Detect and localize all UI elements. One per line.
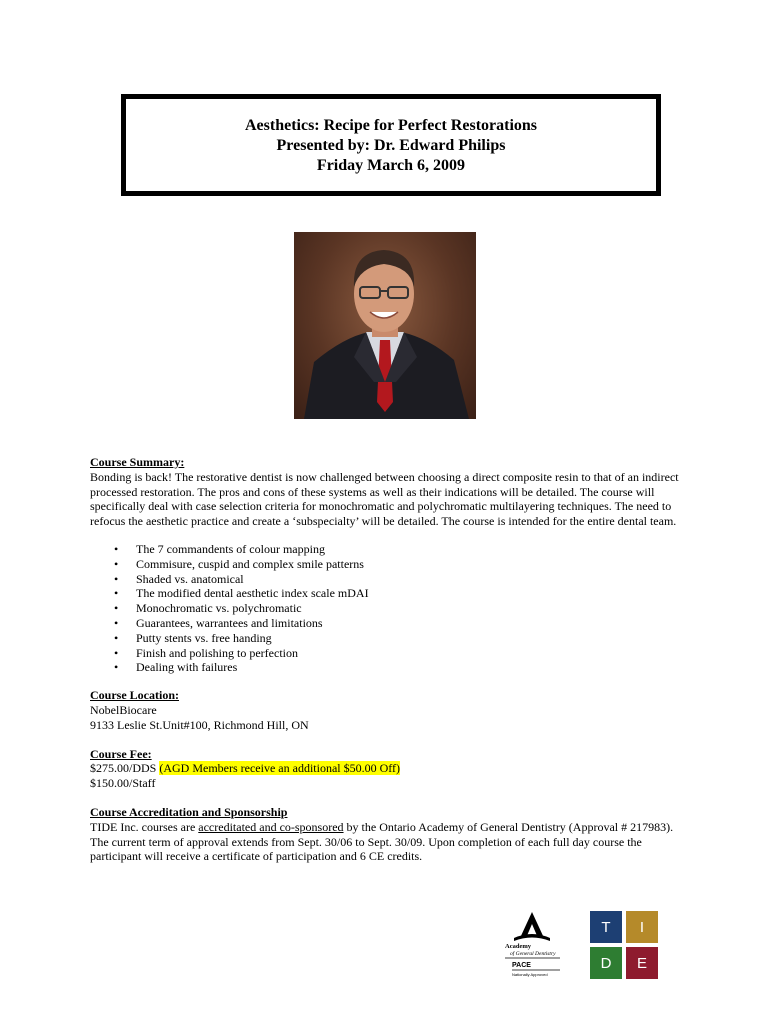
course-title: Aesthetics: Recipe for Perfect Restorations [244,117,538,134]
presenter-portrait-image [294,232,476,419]
topic-list [90,542,680,675]
list-item: • Dealing with failures [90,660,680,675]
agd-pace-logo [500,910,566,980]
list-item: • Commisure, cuspid and complex smile patterns [90,557,680,572]
course-date: Friday March 6, 2009 [316,157,466,174]
agd-a-icon [500,910,566,980]
agd-line2: of General Dentistry [510,951,556,957]
tide-letter-t: T [590,911,622,943]
fee-dds-line [90,761,680,776]
list-item: • Finish and polishing to perfection [90,646,680,661]
accreditation-underlined: accreditated and co-sponsored [198,819,344,834]
course-content [90,455,680,864]
agd-line1: Academy [505,943,531,950]
list-item: • The modified dental aesthetic index scale mDAI [90,586,680,601]
accreditation-text-start: TIDE Inc. courses are [90,819,199,834]
accreditation-heading: Course Accreditation and Sponsorship [90,804,288,819]
presenter: Presented by: Dr. Edward Philips [276,137,506,154]
fee-dds: $275.00/DDS [90,761,157,776]
list-item: • Guarantees, warrantees and limitations [90,616,680,631]
agd-approved: Nationally Approved [512,972,548,977]
summary-text: Bonding is back! The restorative dentist is now challenged between choosing a direct composite resin to that of an indirect processed restoration. The pros and cons of these systems as well as their indications will be detailed. The course will specifically deal with case selection criteria for monochromatic and polychromatic multilayering techniques. The need to refocus the aesthetic practice and create a ‘subspecialty’ will be detailed. The course is intended for the entire dental team. [90,469,679,529]
agd-discount-note: (AGD Members receive an additional $50.00 Off) [159,761,401,776]
summary-heading: Course Summary: [90,455,185,469]
tide-letter-i: I [626,911,658,943]
location-heading: Course Location: [90,688,179,703]
title-box [121,94,661,196]
tide-letter-d: D [590,947,622,979]
tide-letter-e: E [626,947,658,979]
list-item: • Shaded vs. anatomical [90,572,680,587]
accreditation-text-end: by the Ontario Academy of General Dentistry (Approval # 217983). The current term of approval extends from Sept. 30/06 to Sept. 30/09. Upon completion of each full day course the participant will receive a certificate of participation and 6 CE credits. [90,819,674,864]
tide-logo [590,911,658,979]
list-item: • The 7 commandents of colour mapping [90,542,680,557]
fee-heading: Course Fee: [90,746,152,761]
fee-staff: $150.00/Staff [90,776,156,791]
location-address: 9133 Leslie St.Unit#100, Richmond Hill, ON [90,717,309,732]
list-item: • Monochromatic vs. polychromatic [90,601,680,616]
agd-pace: PACE [512,962,531,969]
location-name: NobelBiocare [90,702,157,717]
accreditation-text [90,820,680,864]
list-item: • Putty stents vs. free handing [90,631,680,646]
presenter-photo [294,232,476,419]
